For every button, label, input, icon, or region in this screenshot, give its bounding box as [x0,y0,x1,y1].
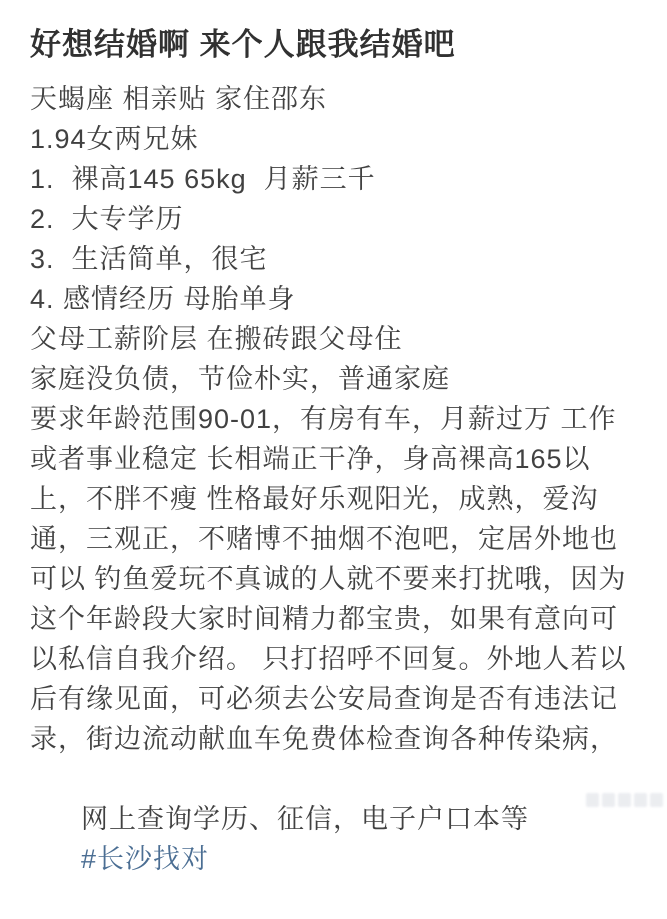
post-line: 父母工薪阶层 在搬砖跟父母住 [30,324,403,354]
post-list-item: 2. 大专学历 [30,204,184,234]
post-line: 天蝎座 相亲贴 家住邵东 [30,84,328,114]
post-title: 好想结婚啊 来个人跟我结婚吧 [30,27,456,62]
post-text [30,79,639,874]
post-line: 通，三观正，不赌博不抽烟不泡吧，定居外地也 [30,524,618,554]
post-line: 要求年龄范围90-01，有房有车，月薪过万 工作 [30,404,617,434]
post-line: 1.94女两兄妹 [30,124,199,154]
post-line: 可以 钓鱼爱玩不真诚的人就不要来打扰哦，因为 [30,564,627,594]
post-last-line-text: 网上查询学历、征信，电子户口本等 [81,804,530,834]
post-line: 或者事业稳定 长相端正干净，身高裸高165以 [30,444,591,474]
watermark [586,793,663,809]
hashtag-link[interactable]: #长沙找对 [81,844,210,874]
post-line: 这个年龄段大家时间精力都宝贵，如果有意向可 [30,604,618,634]
post-list-item: 1. 裸高145 65kg 月薪三千 [30,164,376,194]
post-line: 以私信自我介绍。 只打招呼不回复。外地人若以 [30,644,627,674]
post-line: 上，不胖不瘦 性格最好乐观阳光，成熟，爱沟 [30,484,599,514]
post-list-item: 4. 感情经历 母胎单身 [30,284,296,314]
post-line: 后有缘见面，可必须去公安局查询是否有违法记 [30,684,618,714]
post-line: 录，街边流动献血车免费体检查询各种传染病， [30,724,618,754]
post-line: 家庭没负债，节俭朴实，普通家庭 [30,364,450,394]
post-last-line [30,759,639,874]
post-list-item: 3. 生活简单，很宅 [30,244,268,274]
